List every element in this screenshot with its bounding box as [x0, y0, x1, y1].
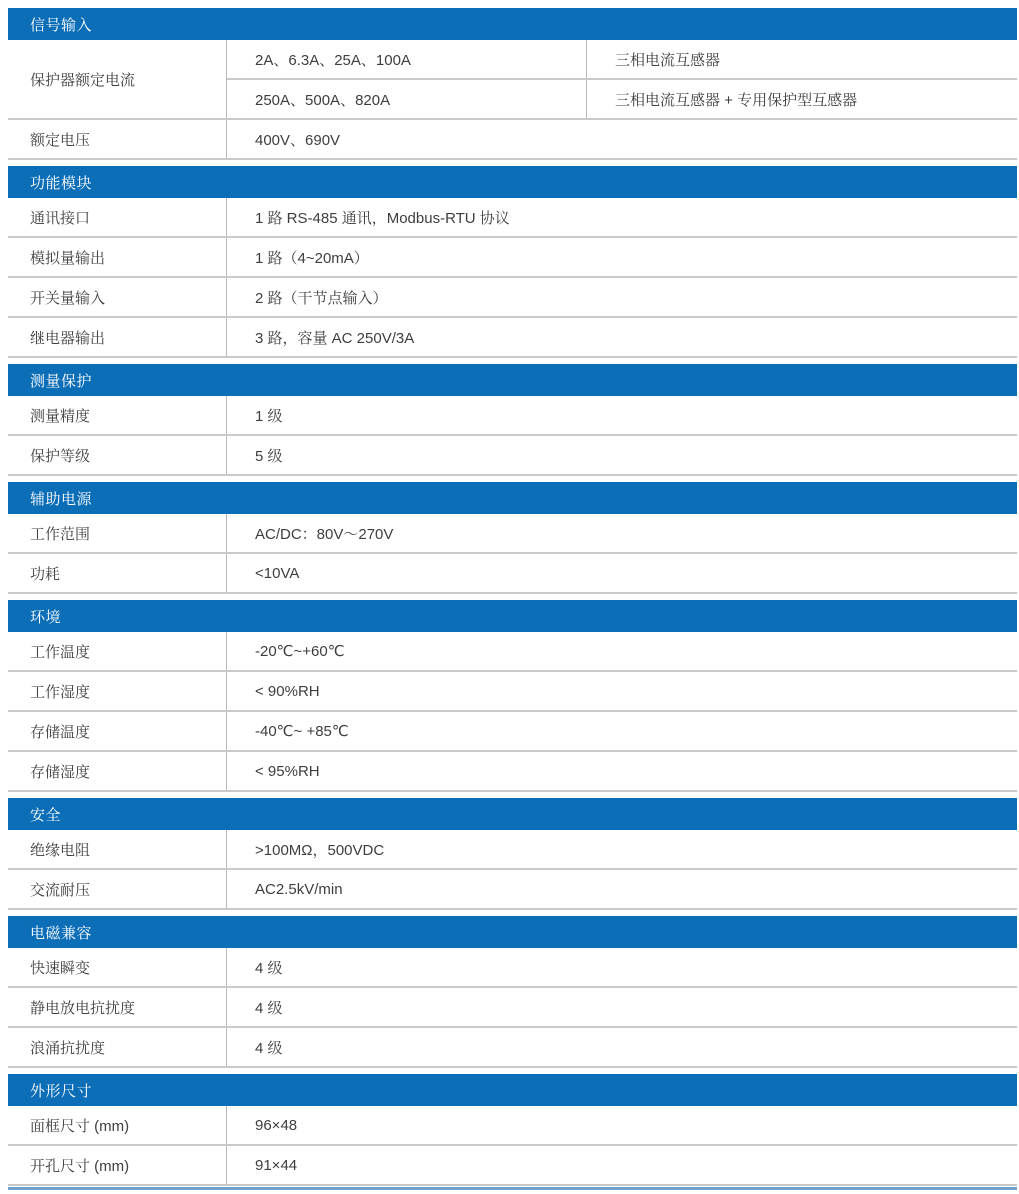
- table-row: [8, 318, 1017, 358]
- spec-value: < 90%RH: [255, 682, 320, 700]
- spec-value: AC/DC：80V～270V: [255, 525, 394, 543]
- table-row: [8, 870, 1017, 910]
- section-title: 安全: [30, 806, 62, 824]
- table-bottom-rule: [8, 1187, 1017, 1190]
- spec-label: 开孔尺寸 (mm): [8, 1146, 227, 1184]
- table-row: [8, 278, 1017, 318]
- spec-label: 静电放电抗扰度: [8, 988, 227, 1026]
- section-measurement-protection: [8, 364, 1017, 476]
- table-row: [8, 120, 1017, 160]
- spec-value: 1 路（4~20mA）: [255, 249, 369, 267]
- spec-note: 三相电流互感器: [615, 51, 721, 69]
- spec-label: 浪涌抗扰度: [8, 1028, 227, 1066]
- section-safety: [8, 798, 1017, 910]
- spec-label: 工作范围: [8, 514, 227, 552]
- spec-value: 400V、690V: [255, 131, 341, 149]
- table-row: [8, 712, 1017, 752]
- spec-value: < 95%RH: [255, 762, 320, 780]
- section-header: [8, 600, 1017, 632]
- spec-value: -20℃~+60℃: [255, 643, 345, 660]
- section-header: [8, 916, 1017, 948]
- section-emc: [8, 916, 1017, 1068]
- spec-value: 96×48: [255, 1116, 298, 1134]
- section-auxiliary-power: [8, 482, 1017, 594]
- table-row: [8, 1106, 1017, 1146]
- spec-label: 存储温度: [8, 712, 227, 750]
- table-row: [8, 752, 1017, 792]
- spec-label: 通讯接口: [8, 198, 227, 236]
- table-row: [8, 514, 1017, 554]
- spec-label: 保护等级: [8, 436, 227, 474]
- spec-label: 工作温度: [8, 632, 227, 670]
- section-dimensions: [8, 1074, 1017, 1186]
- section-title: 电磁兼容: [30, 924, 93, 942]
- table-row: [8, 672, 1017, 712]
- section-header: [8, 166, 1017, 198]
- spec-value: 1 级: [255, 407, 283, 425]
- table-row: [8, 948, 1017, 988]
- section-header: [8, 798, 1017, 830]
- section-header: [8, 8, 1017, 40]
- section-title: 测量保护: [30, 372, 93, 390]
- table-row: [8, 198, 1017, 238]
- table-row: [8, 1146, 1017, 1186]
- section-function-modules: [8, 166, 1017, 358]
- spec-label: 功耗: [8, 554, 227, 592]
- table-row: [8, 1028, 1017, 1068]
- spec-label: 工作湿度: [8, 672, 227, 710]
- spec-label: 模拟量输出: [8, 238, 227, 276]
- table-row: [8, 830, 1017, 870]
- spec-label: 面框尺寸 (mm): [8, 1106, 227, 1144]
- spec-value: 91×44: [255, 1156, 298, 1174]
- table-row: [8, 238, 1017, 278]
- spec-value: AC2.5kV/min: [255, 880, 343, 898]
- spec-label: 额定电压: [8, 120, 227, 158]
- table-row: [8, 554, 1017, 594]
- table-row: [8, 632, 1017, 672]
- table-row: [8, 436, 1017, 476]
- subrow-group: [227, 40, 1017, 118]
- section-title: 外形尺寸: [30, 1082, 93, 1100]
- section-environment: [8, 600, 1017, 792]
- section-header: [8, 482, 1017, 514]
- spec-value: 3 路，容量 AC 250V/3A: [255, 329, 415, 347]
- spec-label: 测量精度: [8, 396, 227, 434]
- section-title: 辅助电源: [30, 490, 93, 508]
- spec-value: 4 级: [255, 959, 283, 977]
- section-title: 环境: [30, 608, 62, 626]
- spec-value: >100MΩ，500VDC: [255, 841, 385, 859]
- table-subrow: [227, 40, 1017, 80]
- spec-label: 开关量输入: [8, 278, 227, 316]
- spec-value: 250A、500A、820A: [227, 80, 587, 118]
- spec-label: 快速瞬变: [8, 948, 227, 986]
- table-row: [8, 396, 1017, 436]
- section-signal-input: [8, 8, 1017, 160]
- spec-note: 三相电流互感器 + 专用保护型互感器: [615, 91, 858, 109]
- spec-value: 2A、6.3A、25A、100A: [227, 40, 587, 78]
- section-header: [8, 1074, 1017, 1106]
- table-row: [8, 988, 1017, 1028]
- spec-value: -40℃~ +85℃: [255, 723, 349, 740]
- spec-label: 保护器额定电流: [8, 40, 227, 118]
- spec-value: <10VA: [255, 564, 300, 582]
- spec-label: 存储湿度: [8, 752, 227, 790]
- spec-value: 5 级: [255, 447, 283, 465]
- spec-label: 交流耐压: [8, 870, 227, 908]
- spec-table: [8, 8, 1017, 1190]
- spec-value: 4 级: [255, 999, 283, 1017]
- spec-value: 1 路 RS-485 通讯，Modbus-RTU 协议: [255, 209, 510, 227]
- spec-label: 绝缘电阻: [8, 830, 227, 868]
- spec-value: 4 级: [255, 1039, 283, 1057]
- table-subrow: [227, 80, 1017, 118]
- section-title: 功能模块: [30, 174, 93, 192]
- section-title: 信号输入: [30, 16, 93, 34]
- table-row: [8, 40, 1017, 120]
- spec-value: 2 路（干节点输入）: [255, 289, 388, 307]
- section-header: [8, 364, 1017, 396]
- spec-label: 继电器输出: [8, 318, 227, 356]
